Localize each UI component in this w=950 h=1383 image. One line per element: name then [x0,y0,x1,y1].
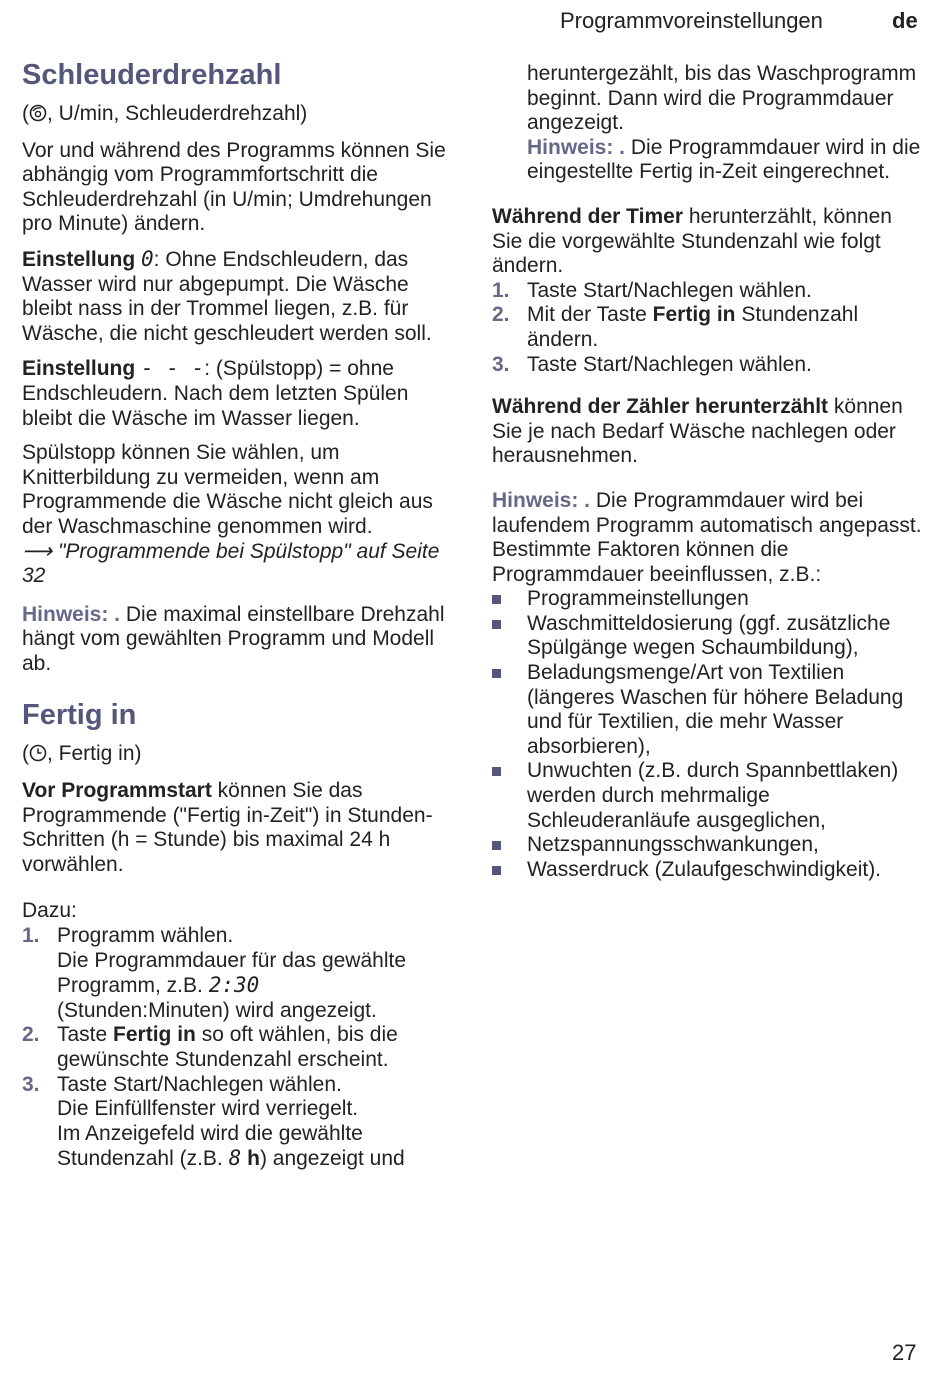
list-item: Beladungsmenge/Art von Textilien (längeres Waschen für höhere Beladung und für Textilien, die mehr Wasser absorbieren), [492,661,922,759]
list-item: Programmeinstellungen [492,587,922,612]
factors-intro: Bestimmte Faktoren können die Programmdauer beeinflussen, z.B.: [492,538,822,586]
clock-icon [29,744,47,769]
arrow-icon: ⟶ [22,539,53,563]
section-title-finish-in: Fertig in [22,699,137,732]
right-column [492,62,922,882]
bullet-icon [492,669,501,678]
hint-max-speed: Hinweis: . Die maximal einstellbare Drehzahl hängt vom gewählten Programm und Modell ab. [22,602,445,675]
setting-zero-paragraph: Einstellung 0: Ohne Endschleudern, das Wasser wird nur abgepumpt. Die Wäsche bleibt nass in der Trommel liegen, z.B. für Wäsche, die nicht geschleudert werden soll. [22,246,432,345]
bullet-icon [492,620,501,629]
list-item: 2. Taste Fertig in so oft wählen, bis die gewünschte Stundenzahl erscheint. [22,1023,398,1071]
timer-steps [492,279,922,377]
list-item: Netzspannungsschwankungen, [492,833,922,858]
page-number: 27 [892,1340,917,1365]
setting-rinse-hold-paragraph: Einstellung - - -: (Spülstopp) = ohne Endschleudern. Nach dem letzten Spülen bleibt die Wäsche im Wasser liegen. [22,356,409,430]
spin-icon [29,104,47,129]
list-item: 3. Taste Start/Nachlegen wählen. Die Einfüllfenster wird verriegelt. Im Anzeigefeld wird die gewählte Stundenzahl (z.B. 8 h) angezeigt und [22,1072,405,1171]
list-item: Wasserdruck (Zulaufgeschwindigkeit). [492,858,922,883]
list-item: 2. Mit der Taste Fertig in Stundenzahl ändern. [492,303,859,351]
spin-speed-intro: Vor und während des Programms können Sie abhängig vom Programmfortschritt die Schleuderdrehzahl (in U/min; Umdrehungen pro Minute) ändern. [22,138,446,236]
section-subtitle-spin-speed: ( , U/min, Schleuderdrehzahl) [22,102,452,129]
bullet-icon [492,767,501,776]
running-header-title: Programmvoreinstellungen [560,8,823,33]
finish-in-steps [22,924,452,1172]
step-continuation: heruntergezählt, bis das Waschprogramm beginnt. Dann wird die Programmdauer angezeigt. [527,62,917,135]
list-item: Unwuchten (z.B. durch Spannbettlaken) werden durch mehrmalige Schleuderanläufe ausgeglichen, [492,759,922,833]
rinse-hold-paragraph: Spülstopp können Sie wählen, um Knitterbildung zu vermeiden, wenn am Programmende die Wäsche nicht gleich aus der Waschmaschine genommen wird. [22,441,433,538]
bullet-icon [492,841,501,850]
list-item: Waschmitteldosierung (ggf. zusätzliche Spülgänge wegen Schaumbildung), [492,612,922,661]
list-item: 1. Programm wählen. Die Programmdauer für das gewählte Programm, z.B. 2:30 (Stunden:Minuten) wird angezeigt. [22,924,407,1022]
finish-in-intro: Vor Programmstart können Sie das Programmende ("Fertig in-Zeit") in Stunden-Schritten (h = Stunde) bis maximal 24 h vorwählen. [22,779,433,876]
factors-list [492,587,922,882]
list-item: 3. Taste Start/Nachlegen wählen. [492,352,812,376]
bullet-icon [492,866,501,875]
language-code: de [892,8,918,33]
timer-paragraph: Während der Timer herunterzählt, können Sie die vorgewählte Stundenzahl wie folgt ändern. [492,204,892,278]
bullet-icon [492,595,501,604]
section-subtitle-finish-in: ( , Fertig in) [22,742,452,769]
hint-duration: Hinweis: . Die Programmdauer wird bei laufendem Programm automatisch angepasst. [492,488,922,537]
section-title-spin-speed: Schleuderdrehzahl [22,59,282,91]
list-item: 1. Taste Start/Nachlegen wählen. [492,278,812,302]
hint-finish-time: Hinweis: . Die Programmdauer wird in die eingestellte Fertig in-Zeit eingerechnet. [527,135,921,184]
left-column [22,58,452,1172]
cross-reference-link[interactable]: ⟶ "Programmende bei Spülstopp" auf Seite 32 [22,539,440,588]
counter-paragraph: Während der Zähler herunterzählt können Sie je nach Bedarf Wäsche nachlegen oder herausnehmen. [492,395,903,468]
steps-intro: Dazu: [22,899,77,923]
